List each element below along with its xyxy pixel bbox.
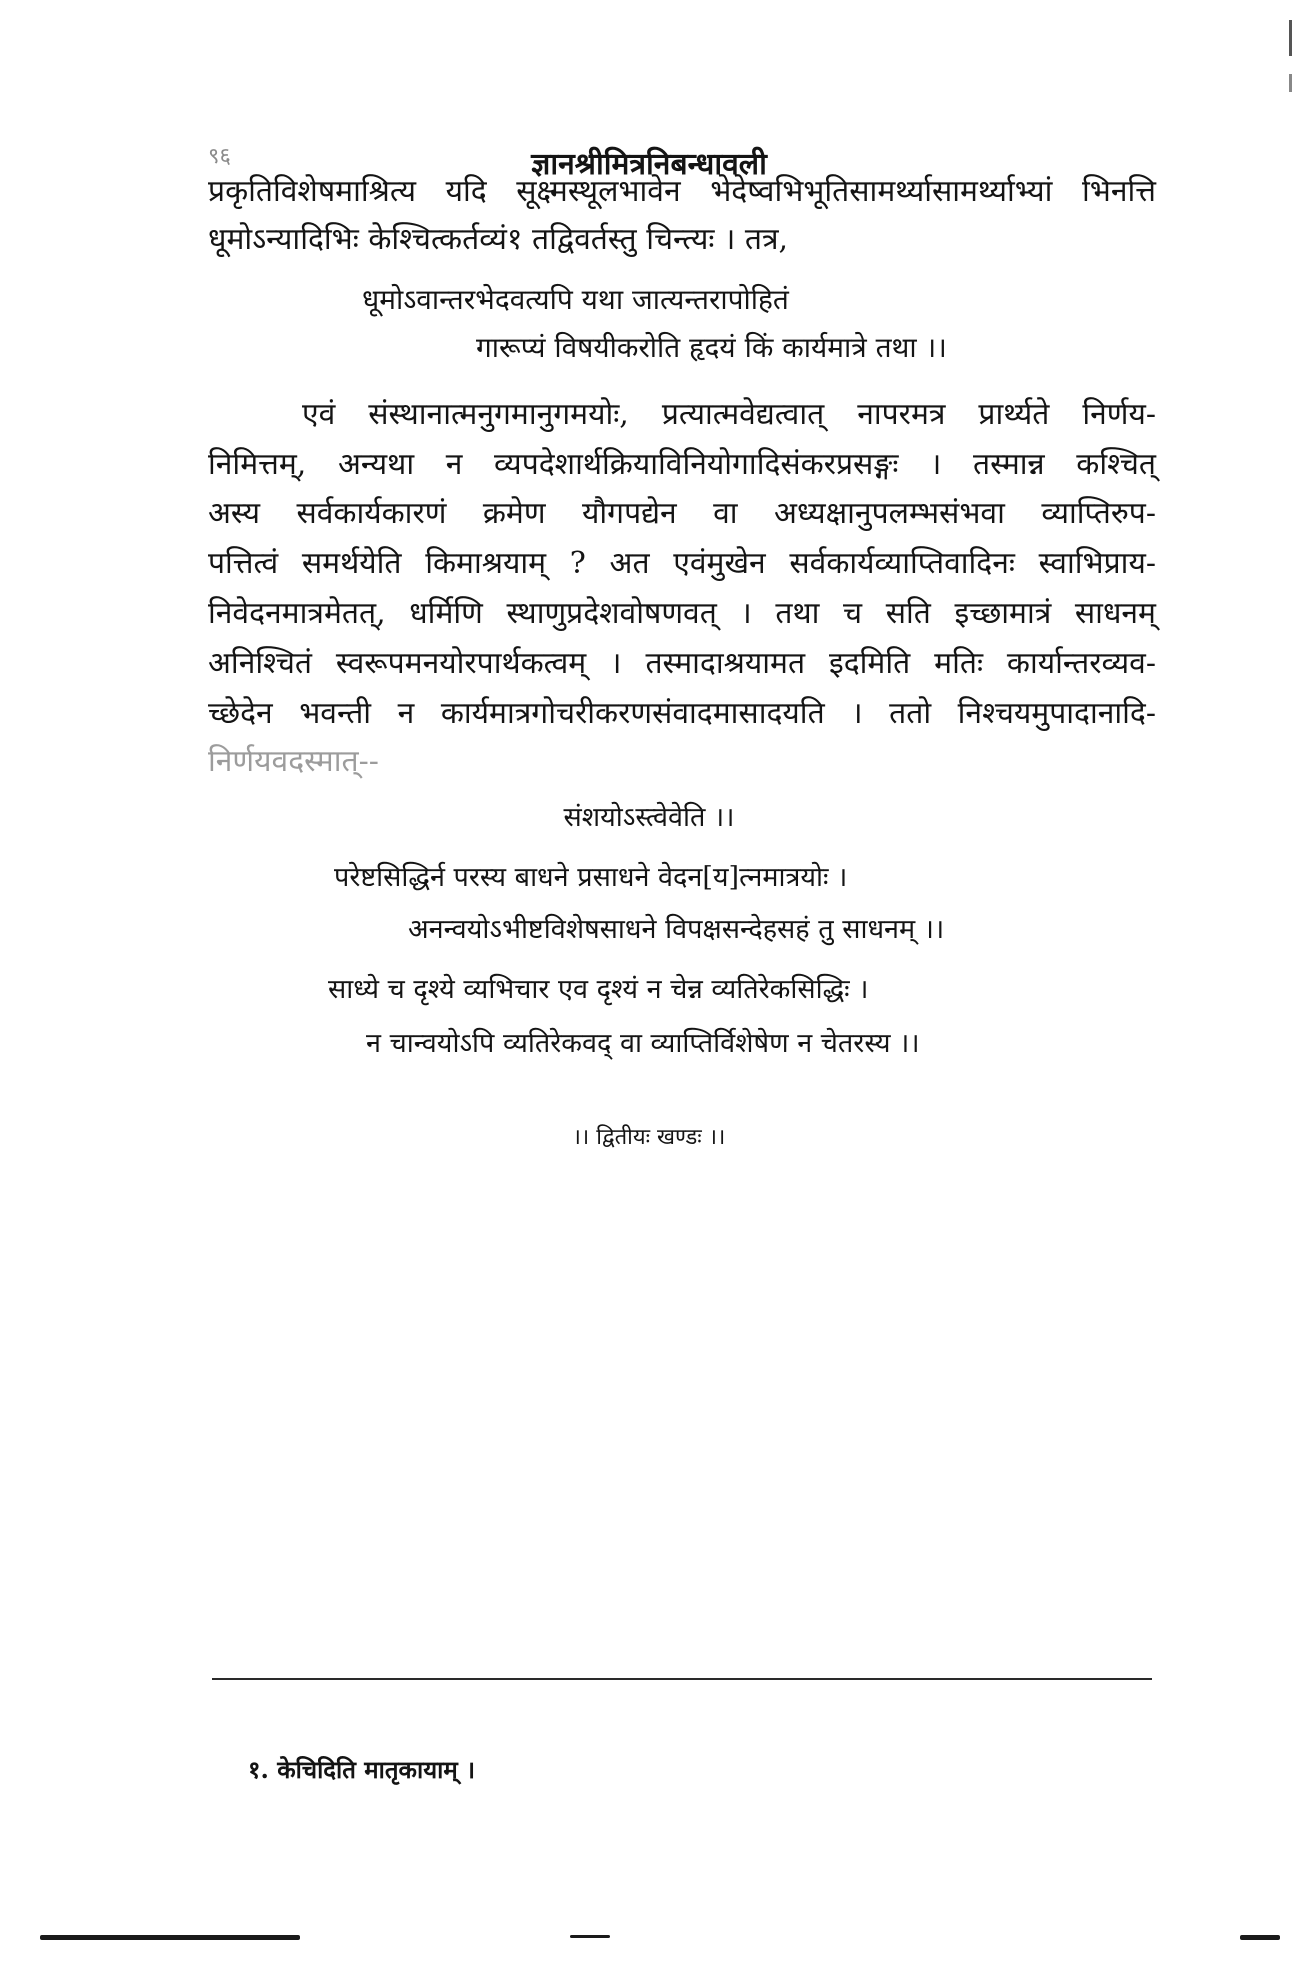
prose-line: अनिश्चितं स्वरूपमनयोरपार्थकत्वम् । तस्मादाश्रयामत इदमिति मतिः कार्यान्तरव्यव- bbox=[208, 646, 1156, 681]
prose-line: निर्णयवदस्मात्-- bbox=[208, 744, 379, 779]
running-title: ज्ञानश्रीमित्रनिबन्धावली bbox=[531, 147, 767, 182]
section-end-marker: ।। द्वितीयः खण्डः ।। bbox=[572, 1125, 726, 1150]
intro-line: धूमोऽन्यादिभिः केश्चित्कर्तव्यं१ तद्विवर्तस्तु चिन्त्यः । तत्र, bbox=[208, 222, 789, 257]
footnote-text: केचिदिति मातृकायाम् । bbox=[277, 1755, 476, 1784]
centered-line: संशयोऽस्त्वेवेति ।। bbox=[563, 802, 735, 833]
verse-line: गारूप्यं विषयीकरोति हृदयं किं कार्यमात्रे तथा ।। bbox=[476, 331, 947, 364]
prose-line: च्छेदेन भवन्ती न कार्यमात्रगोचरीकरणसंवादमासादयति । ततो निश्चयमुपादानादि- bbox=[208, 696, 1156, 731]
scan-smudge bbox=[40, 1935, 300, 1940]
verse-line: अनन्वयोऽभीष्टविशेषसाधने विपक्षसन्देहसहं तु साधनम् ।। bbox=[408, 914, 945, 945]
intro-line: प्रकृतिविशेषमाश्रित्य यदि सूक्ष्मस्थूलभावेन भेदेष्वभिभूतिसामर्थ्यासामर्थ्याभ्यां भिनत्ति bbox=[208, 174, 1156, 209]
verse-line: साध्ये च दृश्ये व्यभिचार एव दृश्यं न चेन्न व्यतिरेकसिद्धिः । bbox=[328, 974, 869, 1005]
verse-line: परेष्टसिद्धिर्न परस्य बाधने प्रसाधने वेदन[य]त्नमात्रयोः । bbox=[334, 862, 848, 893]
scan-edge-mark bbox=[1289, 20, 1292, 140]
page-number: ९६ bbox=[208, 144, 231, 169]
footnote bbox=[248, 1753, 475, 1786]
prose-line: निमित्तम्, अन्यथा न व्यपदेशार्थक्रियाविनियोगादिसंकरप्रसङ्गः । तस्मान्न कश्चित् bbox=[208, 447, 1156, 482]
prose-line: निवेदनमात्रमेतत्, धर्मिणि स्थाणुप्रदेशवोषणवत् । तथा च सति इच्छामात्रं साधनम् bbox=[208, 596, 1156, 631]
prose-line: अस्य सर्वकार्यकारणं क्रमेण यौगपद्येन वा अध्यक्षानुपलम्भसंभवा व्याप्तिरुप- bbox=[208, 496, 1156, 531]
scan-smudge bbox=[1240, 1935, 1280, 1940]
verse-line: न चान्वयोऽपि व्यतिरेकवद् वा व्याप्तिर्विशेषेण न चेतरस्य ।। bbox=[366, 1028, 920, 1059]
prose-line: पत्तित्वं समर्थयेति किमाश्रयाम् ? अत एवंमुखेन सर्वकार्यव्याप्तिवादिनः स्वाभिप्राय- bbox=[208, 546, 1156, 581]
prose-line: एवं संस्थानात्मनुगमानुगमयोः, प्रत्यात्मवेद्यत्वात् नापरमत्र प्रार्थ्यते निर्णय- bbox=[302, 397, 1156, 432]
footnote-marker: १. bbox=[248, 1755, 269, 1784]
verse-line: धूमोऽवान्तरभेदवत्यपि यथा जात्यन्तरापोहितं bbox=[362, 283, 789, 316]
scan-smudge bbox=[570, 1935, 610, 1938]
footnote-rule bbox=[212, 1678, 1152, 1680]
